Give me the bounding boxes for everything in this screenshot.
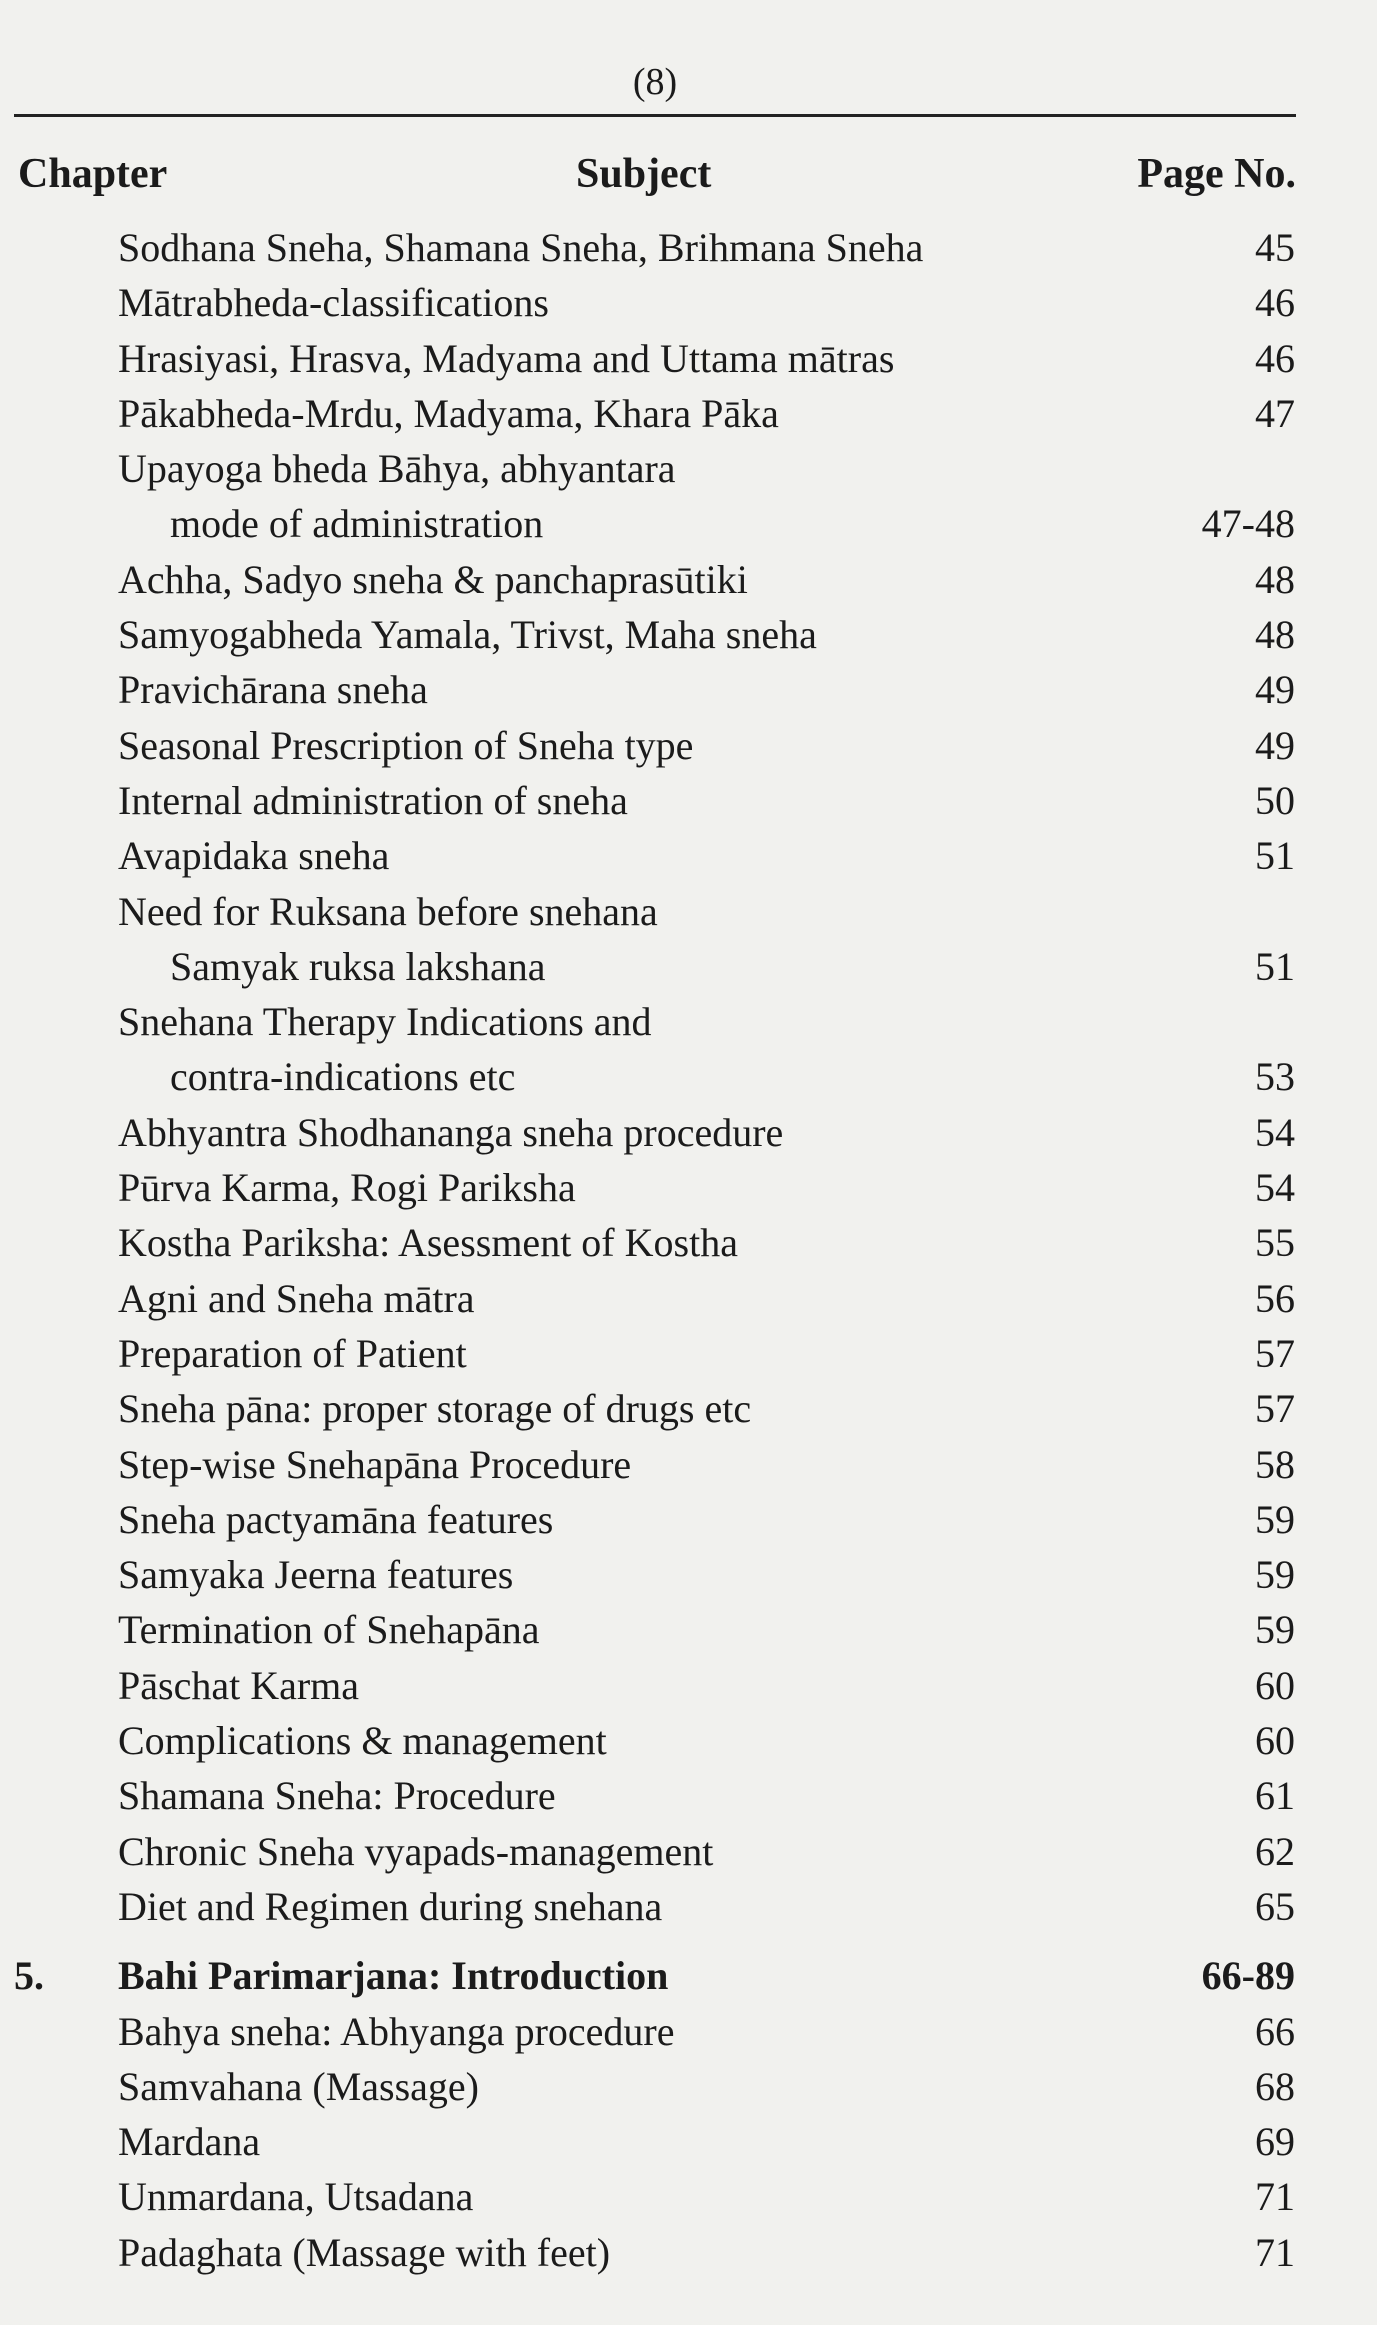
entry-page-number: 71: [1255, 2229, 1295, 2275]
entry-page-number: 55: [1255, 1220, 1295, 1266]
toc-entry: [0, 1492, 1377, 1547]
toc-entry: [0, 1437, 1377, 1492]
entry-subject: Sneha pactyamāna features: [118, 1496, 554, 1542]
entry-page-number: 59: [1255, 1552, 1295, 1598]
toc-entry: [0, 1049, 1377, 1104]
toc-entry: [0, 828, 1377, 883]
header-rule: [14, 114, 1296, 117]
entry-subject: Pākabheda-Mrdu, Madyama, Khara Pāka: [118, 390, 779, 436]
entry-subject: Pāschat Karma: [118, 1662, 360, 1708]
entry-page-number: 68: [1255, 2063, 1295, 2109]
toc-entry: [0, 2004, 1377, 2059]
toc-entry: [0, 718, 1377, 773]
entry-subject: mode of administration: [170, 501, 544, 547]
entry-page-number: 47: [1255, 390, 1295, 436]
entry-subject: Unmardana, Utsadana: [118, 2174, 474, 2220]
toc-entry: [0, 773, 1377, 828]
toc-entry: [0, 2225, 1377, 2280]
page-number: (8): [632, 61, 678, 103]
entry-page-number: 66: [1255, 2008, 1295, 2054]
entry-subject: Step-wise Snehapāna Procedure: [118, 1441, 632, 1487]
toc-entry: [0, 994, 1377, 1049]
toc-entry: [0, 331, 1377, 386]
chapter-row: [0, 1948, 1377, 2003]
entry-page-number: 57: [1255, 1386, 1295, 1432]
entry-subject: Shamana Sneha: Procedure: [118, 1773, 556, 1819]
toc-entry: [0, 1105, 1377, 1160]
toc-entry: [0, 1271, 1377, 1326]
header-chapter: Chapter: [18, 151, 168, 197]
toc-entry: [0, 662, 1377, 717]
toc-entry: [0, 441, 1377, 496]
entry-page-number: 65: [1255, 1883, 1295, 1929]
toc-entry: [0, 1824, 1377, 1879]
toc-entry: [0, 1160, 1377, 1215]
entry-page-number: 53: [1255, 1054, 1295, 1100]
entry-page-number: 56: [1255, 1275, 1295, 1321]
entry-subject: Chronic Sneha vyapads-management: [118, 1828, 714, 1874]
entry-page-number: 49: [1255, 722, 1295, 768]
entry-subject: Sodhana Sneha, Shamana Sneha, Brihmana Sneha: [118, 225, 924, 270]
entry-subject: Pūrva Karma, Rogi Pariksha: [118, 1165, 576, 1211]
toc-entry: [0, 939, 1377, 994]
entry-page-number: 51: [1255, 943, 1295, 989]
toc-entry: [0, 386, 1377, 441]
entry-page-number: 45: [1255, 225, 1295, 270]
chapter-number: 5.: [14, 1953, 44, 1999]
entry-subject: Samyaka Jeerna features: [118, 1552, 514, 1598]
entry-page-number: 46: [1255, 280, 1295, 326]
entry-subject: Samvahana (Massage): [118, 2063, 479, 2109]
toc-entry: [0, 1547, 1377, 1602]
toc-entry: [0, 1381, 1377, 1436]
entry-page-number: 60: [1255, 1662, 1295, 1708]
toc-entry: [0, 1713, 1377, 1768]
entry-page-number: 54: [1255, 1165, 1295, 1211]
entry-page-number: 71: [1255, 2174, 1295, 2220]
entry-page-number: 69: [1255, 2119, 1295, 2165]
entry-page-number: 48: [1255, 556, 1295, 602]
entry-page-number: 50: [1255, 777, 1295, 823]
entry-subject: Samyogabheda Yamala, Trivst, Maha sneha: [118, 612, 817, 658]
entry-page-number: 48: [1255, 612, 1295, 658]
entry-page-number: 59: [1255, 1496, 1295, 1542]
entry-subject: Achha, Sadyo sneha & panchaprasūtiki: [118, 556, 748, 602]
entry-page-number: 58: [1255, 1441, 1295, 1487]
header-page-no: Page No.: [1137, 151, 1296, 197]
entry-page-number: 46: [1255, 335, 1295, 381]
entry-subject: Kostha Pariksha: Asessment of Kostha: [118, 1220, 738, 1266]
entry-subject: Sneha pāna: proper storage of drugs etc: [118, 1386, 752, 1432]
entry-subject: Seasonal Prescription of Sneha type: [118, 722, 694, 768]
entry-subject: Hrasiyasi, Hrasva, Madyama and Uttama mātras: [118, 335, 895, 381]
toc-entry: [0, 607, 1377, 662]
entry-subject: Preparation of Patient: [118, 1330, 467, 1376]
entry-subject: Internal administration of sneha: [118, 777, 628, 823]
entry-page-number: 60: [1255, 1718, 1295, 1764]
toc-entry: [0, 1768, 1377, 1823]
entry-subject: Termination of Snehapāna: [118, 1607, 540, 1653]
entry-subject: Complications & management: [118, 1718, 607, 1764]
entry-page-number: 54: [1255, 1109, 1295, 1155]
entry-page-number: 59: [1255, 1607, 1295, 1653]
toc-entry: [0, 275, 1377, 330]
entry-subject: Pravichārana sneha: [118, 667, 428, 713]
entry-subject: Snehana Therapy Indications and: [118, 999, 652, 1045]
toc-entry: [0, 1326, 1377, 1381]
entry-page-number: 57: [1255, 1330, 1295, 1376]
entry-subject: contra-indications etc: [170, 1054, 516, 1100]
toc-entry: [0, 2114, 1377, 2169]
entry-page-number: 51: [1255, 833, 1295, 879]
entry-subject: Samyak ruksa lakshana: [170, 943, 546, 989]
entry-subject: Need for Ruksana before snehana: [118, 888, 658, 934]
table-of-contents: [0, 220, 1377, 2280]
toc-entry: [0, 496, 1377, 551]
entry-subject: Bahi Parimarjana: Introduction: [118, 1953, 669, 1999]
entry-subject: Agni and Sneha mātra: [118, 1275, 475, 1321]
toc-entry: [0, 1879, 1377, 1934]
entry-subject: Abhyantra Shodhananga sneha procedure: [118, 1109, 784, 1155]
toc-entry: [0, 1602, 1377, 1657]
entry-page-number: 62: [1255, 1828, 1295, 1874]
entry-page-number: 61: [1255, 1773, 1295, 1819]
entry-page-number: 66-89: [1201, 1953, 1295, 1999]
entry-subject: Padaghata (Massage with feet): [118, 2229, 611, 2275]
entry-page-number: 47-48: [1201, 501, 1295, 547]
entry-page-number: 49: [1255, 667, 1295, 713]
toc-entry: [0, 1658, 1377, 1713]
toc-entry: [0, 220, 1377, 275]
toc-entry: [0, 552, 1377, 607]
toc-entry: [0, 2169, 1377, 2224]
entry-subject: Avapidaka sneha: [118, 833, 390, 879]
toc-entry: [0, 2059, 1377, 2114]
entry-subject: Mātrabheda-classifications: [118, 280, 549, 326]
entry-subject: Bahya sneha: Abhyanga procedure: [118, 2008, 675, 2054]
toc-header: [18, 150, 1296, 210]
entry-subject: Diet and Regimen during snehana: [118, 1883, 663, 1929]
toc-entry: [0, 1215, 1377, 1270]
entry-subject: Upayoga bheda Bāhya, abhyantara: [118, 446, 676, 492]
header-subject: Subject: [576, 151, 712, 197]
toc-entry: [0, 884, 1377, 939]
entry-subject: Mardana: [118, 2119, 261, 2165]
